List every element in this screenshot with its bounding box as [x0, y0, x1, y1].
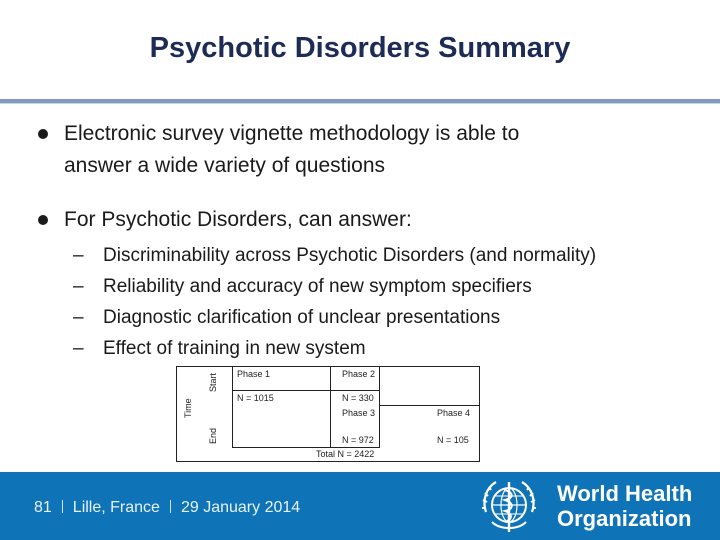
time-label: Time	[183, 398, 193, 418]
bullet-dot-icon	[38, 215, 48, 225]
org-name-line2: Organization	[557, 506, 692, 531]
figure-row-divider-right	[380, 405, 480, 406]
figure-row-divider	[232, 390, 380, 391]
sub-bullet-text: Discriminability across Psychotic Disorders (and normality)	[103, 245, 597, 266]
figure-col-divider	[330, 366, 331, 448]
phase-3-label: Phase 3	[342, 408, 376, 418]
total-count: Total N = 2422	[316, 449, 375, 459]
sub-bullet-text: Reliability and accuracy of new symptom specifiers	[103, 276, 532, 297]
bullet-text-line2: answer a wide variety of questions	[64, 154, 385, 177]
sub-bullet-text: Diagnostic clarification of unclear presentations	[103, 307, 501, 328]
phase-4-label: Phase 4	[437, 408, 471, 418]
sub-bullet-text: Effect of training in new system	[103, 338, 366, 359]
who-emblem-icon	[478, 476, 540, 538]
org-name-line1: World Health	[557, 481, 693, 506]
bullet-text: For Psychotic Disorders, can answer:	[64, 208, 412, 231]
bullet-dot-icon	[38, 129, 48, 139]
dash-icon: –	[73, 307, 84, 328]
phase-2-count: N = 330	[342, 393, 374, 403]
separator	[62, 500, 63, 513]
footer-info	[34, 499, 300, 517]
location: Lille, France	[72, 499, 160, 516]
start-label: Start	[208, 372, 218, 392]
phase-4-count: N = 105	[437, 435, 469, 445]
page-number: 81	[34, 499, 52, 516]
bullet-text-line1: Electronic survey vignette methodology is able to	[64, 122, 520, 145]
phase-1-count: N = 1015	[237, 393, 274, 403]
dash-icon: –	[73, 338, 84, 359]
dash-icon: –	[73, 245, 84, 266]
who-wordmark	[557, 481, 692, 531]
date: 29 January 2014	[180, 499, 301, 516]
dash-icon: –	[73, 276, 84, 297]
phase-1-label: Phase 1	[237, 369, 271, 379]
separator	[170, 500, 171, 513]
phase-2-label: Phase 2	[342, 369, 376, 379]
title-divider-shadow	[0, 103, 720, 104]
phase-3-count: N = 972	[342, 435, 374, 445]
end-label: End	[208, 427, 218, 444]
slide-title: Psychotic Disorders Summary	[149, 32, 571, 64]
